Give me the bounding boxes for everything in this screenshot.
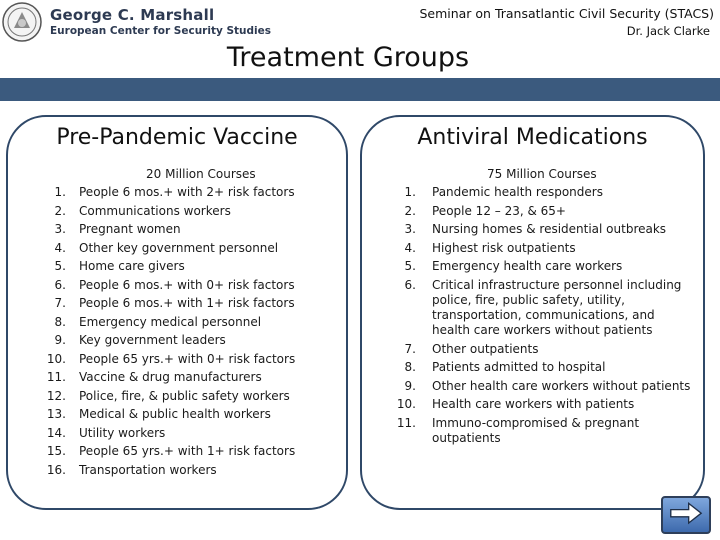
list-item: Critical infrastructure personnel including <box>432 277 682 292</box>
list-item: Patients admitted to hospital <box>432 360 606 375</box>
logo-title: George C. Marshall <box>50 6 215 24</box>
item-number: 10. <box>396 397 416 412</box>
item-number: 8. <box>404 360 416 375</box>
list-item: Communications workers <box>79 203 231 218</box>
item-number: 3. <box>404 222 416 236</box>
list-item: People 65 yrs.+ with 1+ risk factors <box>79 444 296 458</box>
logo-subtitle: European Center for Security Studies <box>50 25 272 37</box>
item-number: 1. <box>54 185 66 199</box>
list-item: People 6 mos.+ with 1+ risk factors <box>79 296 295 310</box>
item-number: 2. <box>54 203 66 218</box>
item-number: 16. <box>46 462 66 477</box>
item-number: 3. <box>54 222 66 236</box>
item-number: 7. <box>404 341 416 356</box>
list-item: Health care workers with patients <box>432 397 635 412</box>
list-item: Police, fire, & public safety workers <box>79 388 290 403</box>
list-item: Other key government personnel <box>79 240 279 255</box>
panel-subtitle: 75 Million Courses <box>487 167 597 181</box>
marshall-center-logo <box>2 2 272 44</box>
item-number: 12. <box>46 388 66 403</box>
item-number: 13. <box>46 407 66 421</box>
list-item: health care workers without patients <box>432 323 653 338</box>
item-number: 15. <box>46 444 66 458</box>
list-item: outpatients <box>432 431 501 446</box>
item-number: 9. <box>404 378 416 393</box>
item-number: 1. <box>404 185 416 199</box>
list-item: Vaccine & drug manufacturers <box>79 370 262 384</box>
item-number: 10. <box>46 351 66 366</box>
page-title: Treatment Groups <box>226 42 470 73</box>
item-number: 4. <box>54 240 66 255</box>
item-number: 6. <box>54 277 66 292</box>
list-item: Highest risk outpatients <box>432 240 576 255</box>
list-item: transportation, communications, and <box>432 308 655 323</box>
list-item: Emergency medical personnel <box>79 314 262 329</box>
item-number: 5. <box>54 259 66 273</box>
list-item: Nursing homes & residential outbreaks <box>432 222 667 236</box>
item-number: 9. <box>54 333 66 347</box>
list-item: Medical & public health workers <box>79 407 271 421</box>
item-number: 11. <box>46 370 66 384</box>
item-number: 11. <box>396 415 416 430</box>
list-item: Transportation workers <box>79 462 217 477</box>
title-band <box>0 78 720 101</box>
item-number: 5. <box>404 259 416 273</box>
antiviral-medications-panel <box>360 115 705 510</box>
panel-subtitle: 20 Million Courses <box>146 167 256 181</box>
panel-title: Pre-Pandemic Vaccine <box>56 125 298 150</box>
list-item: Emergency health care workers <box>432 259 623 273</box>
arrow-right-icon <box>663 498 709 532</box>
list-item: Immuno-compromised & pregnant <box>432 415 640 430</box>
list-item: Pregnant women <box>79 222 181 236</box>
list-item: police, fire, public safety, utility, <box>432 292 625 307</box>
list-item: People 6 mos.+ with 2+ risk factors <box>79 185 295 199</box>
list-item: Pandemic health responders <box>432 185 603 199</box>
list-item: People 6 mos.+ with 0+ risk factors <box>79 277 295 292</box>
item-number: 2. <box>404 203 416 218</box>
list-item: Other health care workers without patients <box>432 378 691 393</box>
list-item: Key government leaders <box>79 333 226 347</box>
item-number: 8. <box>54 314 66 329</box>
list-item: Utility workers <box>79 425 166 440</box>
list-item: People 12 – 23, & 65+ <box>432 203 566 218</box>
panel-title: Antiviral Medications <box>417 125 648 150</box>
seminar-name: Seminar on Transatlantic Civil Security (STACS) <box>419 6 714 21</box>
list-item: Other outpatients <box>432 341 539 356</box>
item-number: 14. <box>46 425 66 440</box>
presenter-name: Dr. Jack Clarke <box>626 24 710 38</box>
seal-icon <box>2 2 42 42</box>
list-item: People 65 yrs.+ with 0+ risk factors <box>79 351 296 366</box>
pre-pandemic-vaccine-panel <box>6 115 348 510</box>
next-slide-button[interactable] <box>661 496 711 534</box>
item-number: 7. <box>54 296 66 310</box>
list-item: Home care givers <box>79 259 185 273</box>
item-number: 6. <box>404 277 416 292</box>
item-number: 4. <box>404 240 416 255</box>
